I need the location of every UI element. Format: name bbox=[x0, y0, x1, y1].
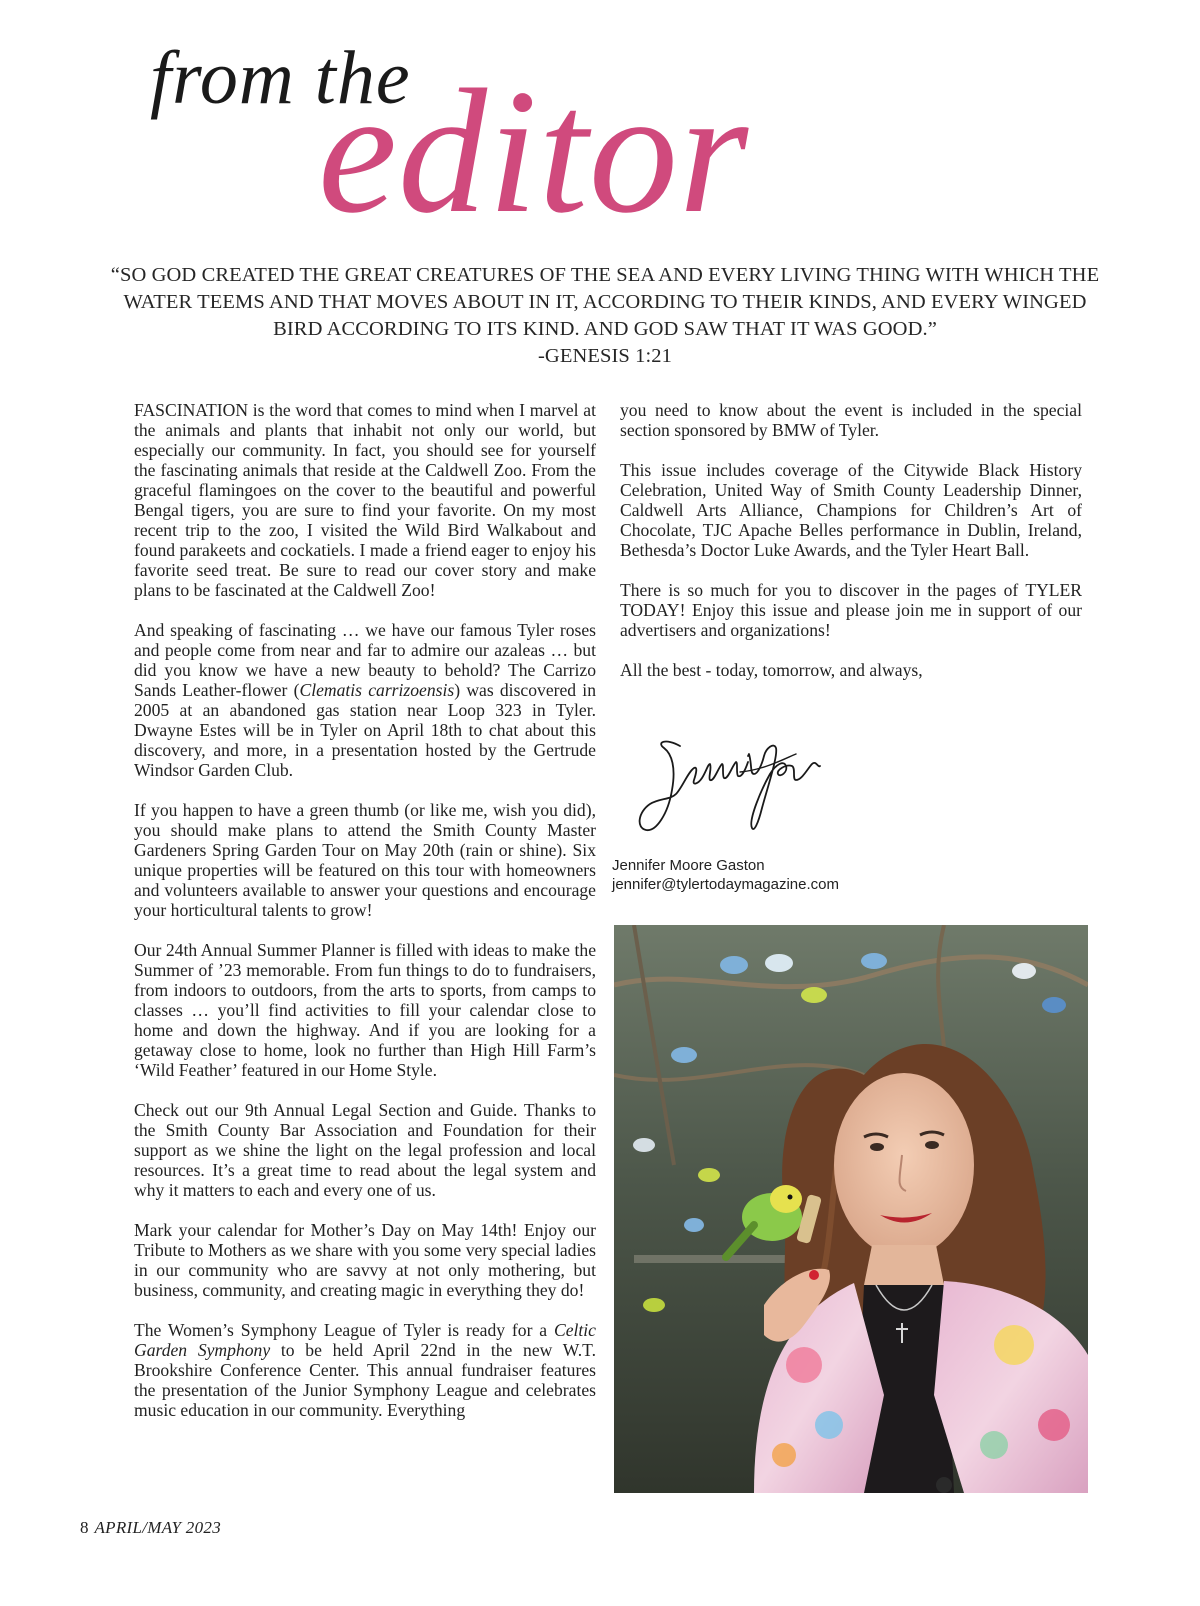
species-name: Clematis carrizoensis bbox=[299, 680, 455, 700]
masthead bbox=[0, 0, 1200, 250]
letter-paragraph: If you happen to have a green thumb (or like me, wish you did), you should make plans to attend the Smith County Master Gardeners Spring Garden Tour on May 20th (rain or shine). Six unique properties will be featured on this tour with homeowners and volunteers available to answer your questions and encourage your horticultural talents to grow! bbox=[134, 800, 596, 920]
quote-text: “SO GOD CREATED THE GREAT CREATURES OF THE SEA AND EVERY LIVING THING WITH WHICH THE WATER TEEMS AND THAT MOVES ABOUT IN IT, ACCORDING TO THEIR KINDS, AND EVERY WINGED BIRD ACCORDING TO ITS KIND. AND GOD SAW THAT IT WAS GOOD.” bbox=[110, 264, 1100, 340]
quote-reference: -GENESIS 1:21 bbox=[538, 345, 672, 367]
page-number: 8 bbox=[80, 1518, 89, 1537]
signature-name: Jennifer Moore Gaston bbox=[612, 857, 765, 874]
letter-column-right bbox=[620, 400, 1082, 680]
letter-paragraph: FASCINATION is the word that comes to mind when I marvel at the animals and plants that inhabit not only our world, but especially our community. In fact, you should see for yourself the fascinating animals that reside at the Caldwell Zoo. From the graceful flamingoes on the cover to the beautiful and powerful Bengal tigers, you are sure to find your favorite. On my most recent trip to the zoo, I visited the Wild Bird Walkabout and found parakeets and cockatiels. I made a friend eager to enjoy his favorite seed treat. Be sure to read our cover story and make plans to be fascinated at the Caldwell Zoo! bbox=[134, 400, 596, 600]
letter-paragraph: The Women’s Symphony League of Tyler is ready for a Celtic Garden Symphony to be held April 22nd in the new W.T. Brookshire Conference Center. This annual fundraiser features the presentation of the Junior Symphony League and celebrates music education in our community. Everything bbox=[134, 1320, 597, 1420]
editor-photo bbox=[614, 925, 1088, 1493]
letter-paragraph: Check out our 9th Annual Legal Section and Guide. Thanks to the Smith County Bar Association and Foundation for their support as we shine the light on the legal profession and local resources. It’s a great time to read about the legal system and why it matters to each and every one of us. bbox=[134, 1100, 596, 1200]
editor-photo-illustration bbox=[614, 925, 1088, 1493]
letter-paragraph: you need to know about the event is included in the special section sponsored by BMW of Tyler. bbox=[620, 400, 1082, 440]
masthead-from-the: from the bbox=[150, 36, 411, 120]
letter-paragraph: This issue includes coverage of the Citywide Black History Celebration, United Way of Smith County Leadership Dinner, Caldwell Arts Alliance, Champions for Children’s Art of Chocolate, TJC Apache Belles performance in Dublin, Ireland, Bethesda’s Doctor Luke Awards, and the Tyler Heart Ball. bbox=[620, 460, 1082, 560]
event-name: Celtic Garden Symphony bbox=[134, 1320, 596, 1360]
letter-column-left bbox=[134, 400, 596, 1420]
letter-paragraph: Mark your calendar for Mother’s Day on May 14th! Enjoy our Tribute to Mothers as we share with you some very special ladies in our community who are savvy at not only mothering, but business, community, and creating magic in everything they do! bbox=[134, 1220, 596, 1300]
scripture-quote bbox=[100, 262, 1110, 370]
letter-closing: All the best - today, tomorrow, and always, bbox=[620, 660, 923, 680]
letter-paragraph: Our 24th Annual Summer Planner is filled with ideas to make the Summer of ’23 memorable. From fun things to do to fundraisers, from indoors to outdoors, from the arts to sports, from camps to classes … you’ll find activities to fill your calendar close to home and down the highway. And if you are looking for a getaway close to home, look no further than High Hill Farm’s ‘Wild Feather’ featured in our Home Style. bbox=[134, 940, 596, 1080]
page-footer bbox=[80, 1518, 221, 1538]
signature-email-link[interactable]: jennifer@tylertodaymagazine.com bbox=[612, 876, 839, 893]
letter-paragraph: There is so much for you to discover in the pages of TYLER TODAY! Enjoy this issue and please join me in support of our advertisers and organizations! bbox=[620, 580, 1082, 640]
letter-paragraph: And speaking of fascinating … we have our famous Tyler roses and people come from near and far to admire our azaleas … but did you know we have a new beauty to behold? The Carrizo Sands Leather-flower (Clematis carrizoensis) was discovered in 2005 at an abandoned gas station near Loop 323 in Tyler. Dwayne Estes will be in Tyler on April 18th to chat about this discovery, and more, in a presentation hosted by the Gertrude Windsor Garden Club. bbox=[134, 620, 596, 780]
issue-date: APRIL/MAY 2023 bbox=[94, 1518, 222, 1537]
signature-image bbox=[636, 728, 836, 846]
masthead-editor: editor bbox=[318, 52, 750, 250]
